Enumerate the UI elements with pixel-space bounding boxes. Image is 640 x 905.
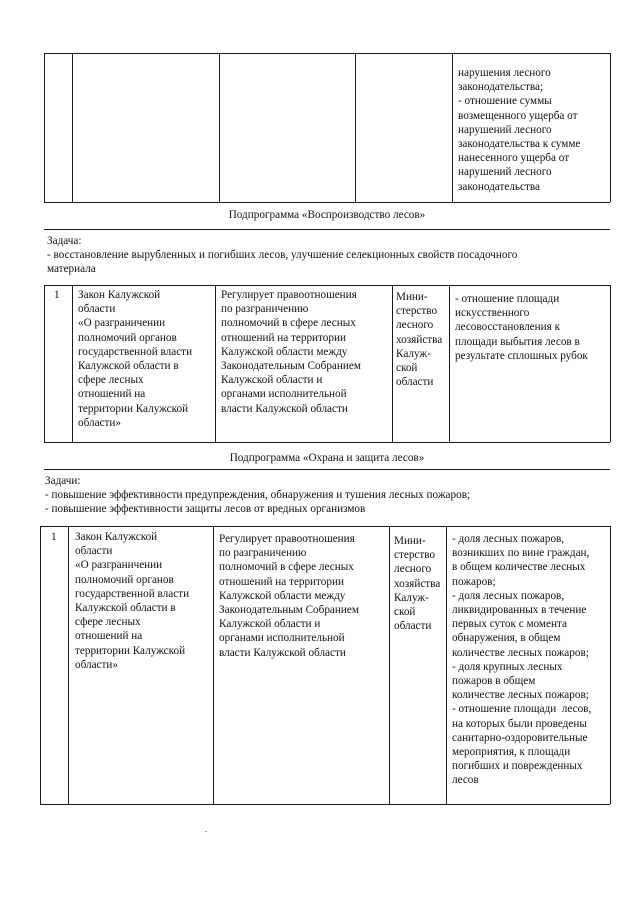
top-border	[44, 53, 610, 54]
grid-line	[215, 285, 216, 442]
regulation-text: Регулирует правоотношения по разграничению полномочий в сфере лесных отношений на территории Калужской области между Законодательным Собранием Калужской области и органами исполнительной власти Калужской области	[219, 533, 359, 659]
grid-line	[72, 285, 73, 442]
grid-line	[449, 285, 450, 442]
law-title: Закон Калужской области «О разграничении полномочий органов государственной власти Калужской области в сфере лесных отношений на территории Калужской области»	[75, 531, 190, 671]
section2-task: Задачи: - повышение эффективности предупреждения, обнаружения и тушения лесных пожаров; - повышение эффективности защиты лесов от вредных организмов	[45, 475, 471, 516]
grid-line	[355, 53, 356, 202]
bottom-border	[40, 804, 610, 805]
grid-line	[219, 53, 220, 202]
grid-line	[44, 202, 610, 203]
grid-line	[72, 53, 73, 202]
grid-line	[389, 526, 390, 804]
grid-line	[213, 526, 214, 804]
grid-line	[392, 285, 393, 442]
grid-line	[40, 526, 41, 804]
responsible-body: Мини- стерство лесного хозяйства Калуж- ской области	[396, 291, 443, 389]
grid-line	[44, 442, 610, 443]
regulation-text: Регулирует правоотношения по разграничению полномочий в сфере лесных отношений на территории Калужской области между Законодательным Собранием Калужской области и органами исполнительной власти Калужской области	[221, 289, 361, 415]
scan-speck	[205, 831, 207, 832]
grid-line	[44, 229, 610, 230]
grid-line	[44, 285, 45, 442]
grid-line	[610, 285, 611, 442]
grid-line	[610, 53, 611, 202]
indicators-text: - доля лесных пожаров, возникших по вине граждан, в общем количестве лесных пожаров; - доля лесных пожаров, ликвидированных в течение первых суток с момента обнаружения, в общем количестве лесных пожаров; - доля крупных лесных пожаров в общем количестве лесных пожаров; - отношение площади лесов, на которых были проведены санитарно-оздоровительные мероприятия, к площади погибших и поврежденных лесов	[452, 533, 592, 787]
responsible-body: Мини- стерство лесного хозяйства Калуж- ской области	[394, 535, 441, 633]
grid-line	[452, 53, 453, 202]
grid-line	[44, 469, 610, 470]
section2-header: Подпрограмма «Охрана и защита лесов»	[229, 452, 425, 464]
grid-line	[40, 526, 610, 527]
grid-line	[44, 285, 610, 286]
row-number: 1	[51, 531, 57, 543]
grid-line	[446, 526, 447, 804]
law-title: Закон Калужской области «О разграничении полномочий органов государственной власти Калужской области в сфере лесных отношений на территории Калужской области»	[78, 289, 193, 429]
section1-header: Подпрограмма «Воспроизводство лесов»	[228, 209, 426, 221]
grid-line	[68, 526, 69, 804]
top-indicators-text: нарушения лесного законодательства; - отношение суммы возмещенного ущерба от нарушений лесного законодательства к сумме нанесенного ущерба от нарушений лесного законодательства	[458, 67, 581, 193]
indicators-text: - отношение площади искусственного лесовосстановления к площади выбытия лесов в результате сплошных рубок	[455, 293, 588, 362]
row-number: 1	[54, 289, 60, 301]
grid-line	[44, 53, 45, 202]
grid-line	[610, 526, 611, 804]
section1-task: Задача: - восстановление вырубленных и погибших лесов, улучшение селекционных свойств посадочного материала	[47, 235, 518, 276]
